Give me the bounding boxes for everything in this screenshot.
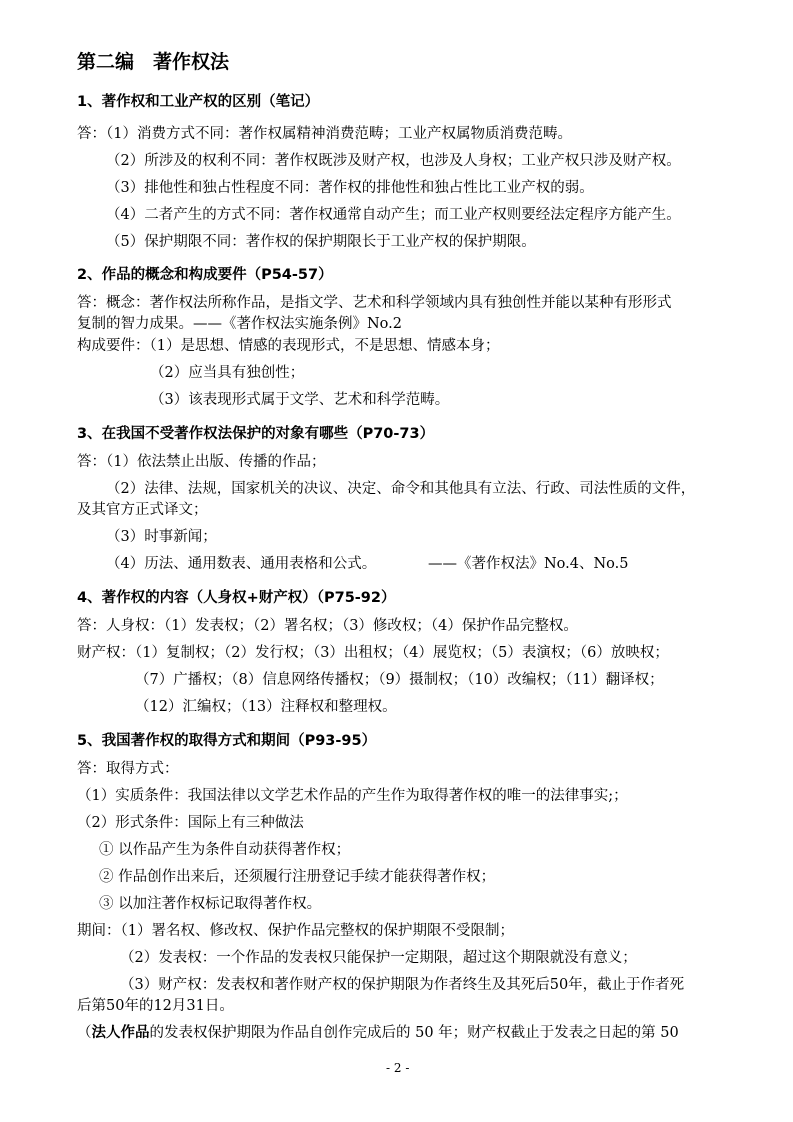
section-3-law-reference: ——《著作权法》No.4、No.5	[428, 556, 629, 572]
section-3-line: 及其官方正式译文；	[77, 502, 208, 518]
section-1-line: （5）保护期限不同：著作权的保护期限长于工业产权的保护期限。	[106, 234, 536, 250]
section-5-line: （2）发表权：一个作品的发表权只能保护一定期限，超过这个期限就没有意义；	[120, 950, 637, 966]
legal-person-work-term: 法人作品	[91, 1024, 150, 1041]
section-5-line: （1）实质条件：我国法律以文学艺术作品的产生作为取得著作权的唯一的法律事实;；	[77, 788, 628, 804]
section-3-line: 答：（1）依法禁止出版、传播的作品；	[77, 454, 326, 470]
section-2-line: （3）该表现形式属于文学、艺术和科学范畴。	[150, 392, 450, 408]
section-3-line: （2）法律、法规，国家机关的决议、决定、命令和其他具有立法、行政、司法性质的文件，	[106, 481, 696, 497]
section-2-line: 答：概念：著作权法所称作品，是指文学、艺术和科学领域内具有独创性并能以某种有形形式	[77, 295, 672, 311]
section-5-line	[77, 1023, 679, 1043]
section-4-line: （7）广播权；（8）信息网络传播权；（9）摄制权；（10）改编权；（11）翻译权；	[135, 672, 664, 688]
section-5-heading: 5、我国著作权的取得方式和期间（P93-95）	[77, 733, 377, 749]
section-3-line: （3）时事新闻；	[106, 529, 217, 545]
section-4-line: （12）汇编权；（13）注释权和整理权。	[135, 699, 397, 715]
section-5-line: ① 以作品产生为条件自动获得著作权；	[99, 842, 351, 858]
section-2-line: （2）应当具有独创性；	[150, 365, 305, 381]
paren-open: （	[77, 1025, 92, 1041]
section-5-line: ② 作品创作出来后，还须履行注册登记手续才能获得著作权；	[99, 869, 496, 885]
section-3-heading: 3、在我国不受著作权法保护的对象有哪些（P70-73）	[77, 426, 435, 442]
page-number: - 2 -	[386, 1061, 410, 1075]
section-1-line: （2）所涉及的权利不同：著作权既涉及财产权，也涉及人身权；工业产权只涉及财产权。	[106, 153, 681, 169]
section-2-heading: 2、作品的概念和构成要件（P54-57）	[77, 267, 333, 283]
section-5-line: 后第50年的12月31日。	[77, 998, 234, 1014]
section-3-line: （4）历法、通用数表、通用表格和公式。	[106, 556, 377, 572]
section-1-line: （4）二者产生的方式不同：著作权通常自动产生；而工业产权则要经法定程序方能产生。	[106, 207, 681, 223]
section-1-line: 答：（1）消费方式不同：著作权属精神消费范畴；工业产权属物质消费范畴。	[77, 126, 572, 142]
section-5-line: 期间：（1）署名权、修改权、保护作品完整权的保护期限不受限制；	[77, 923, 514, 939]
section-1-line: （3）排他性和独占性程度不同：著作权的排他性和独占性比工业产权的弱。	[106, 180, 594, 196]
section-5-line: ③ 以加注著作权标记取得著作权。	[99, 896, 322, 912]
section-5-line: 答：取得方式：	[77, 761, 179, 777]
section-4-line: 答：人身权：（1）发表权；（2）署名权；（3）修改权；（4）保护作品完整权。	[77, 618, 578, 634]
page-title: 第二编 著作权法	[77, 51, 230, 73]
line-continuation: 的发表权保护期限为作品自创作完成后的 50 年；财产权截止于发表之日起的第 50	[149, 1025, 679, 1041]
section-5-line: （2）形式条件：国际上有三种做法	[77, 815, 304, 831]
section-2-line: 复制的智力成果。——《著作权法实施条例》No.2	[77, 316, 402, 332]
section-1-heading: 1、著作权和工业产权的区别（笔记）	[77, 94, 320, 110]
section-4-line: 财产权：（1）复制权；（2）发行权；（3）出租权；（4）展览权；（5）表演权；（6）放映权；	[77, 645, 669, 661]
section-5-line: （3）财产权：发表权和著作财产权的保护期限为作者终生及其死后50年，截止于作者死	[120, 977, 685, 993]
section-4-heading: 4、著作权的内容（人身权+财产权）（P75-92）	[77, 590, 396, 606]
section-2-line: 构成要件：（1）是思想、情感的表现形式，不是思想、情感本身；	[77, 338, 500, 354]
